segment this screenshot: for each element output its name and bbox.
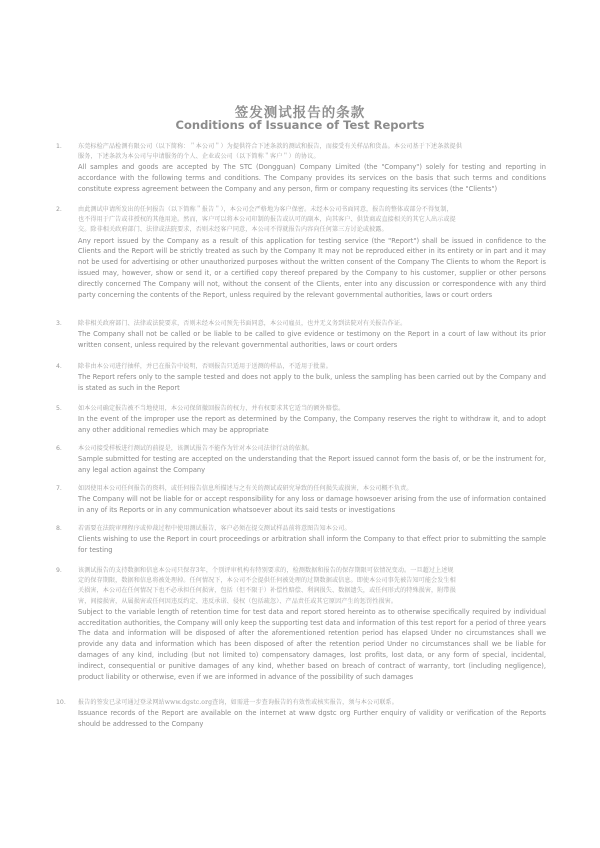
clause-text-zh: 如本公司确定报告被不当地使用，本公司保留撤回报告的权力，并有权要求其它适当的额外赔偿。 [78,405,345,412]
clause-number: 3. [56,320,62,327]
clause-number: 2. [56,206,62,213]
clause-text-zh: 东莞标检产品检测有限公司（以下简称：＂本公司＂）为提供符合下述条款的测试和报告，而接受有关样品和货品。本公司基于下述条款提供 服务，下述条款为本公司与申请服务的个人、企业或公司（以下简称＂客户＂）的协议。 [78,143,463,161]
clause-number: 7. [56,485,62,492]
clause-text-zh: 由此测试申请所发出的任何报告（以下简称＂报告＂），本公司会严格地为客户保密。未经本公司书面同意，报告的整体或部分不得复制， 也不得用于广告或非授权的其他用途。然而，客户可以将本公司印制的报告或认可的副本，向其客户、供货商或直接相关的其它人出示或提 交。除非相关政府部门、法律或法院要求，否则未经客户同意，本公司不得就报告内容向任何第三方讨论或披露。 [78,206,456,234]
clause-text-zh: 如因使用本公司任何报告的资料，或任何报告信息所描述与之有关的测试或研究导致的任何损失或损害，本公司概不负责。 [78,485,413,492]
clause-text-en: All samples and goods are accepted by The STC (Dongguan) Company Limited (the "Company") solely for testing and reporting in accordance with the following terms and conditions. The Company provides its services on the basis that such terms and conditions constitute express agreement between the Company and any person, firm or company requesting its services (the "Clients") [78,163,546,193]
clause-text-zh: 报告的签发已录可通过登录网站www.dgstc.org查询，如需进一步查询报告的有效性或核实报告，须与本公司联系。 [78,699,398,706]
clause-number: 8. [56,525,62,532]
title-chinese: 签发测试报告的条款 [234,105,366,121]
clause-text-en: The Report refers only to the sample tested and does not apply to the bulk, unless the sampling has been carried out by the Company and is stated as such in the Report [78,373,546,392]
clause-text-en: Clients wishing to use the Report in court proceedings or arbitration shall inform the Company to that effect prior to submitting the sample for testing [78,535,546,554]
clause-text-zh: 本公司接受样板进行测试的前提是，该测试报告不能作为针对本公司法律行动的依据。 [78,445,314,452]
clause-text-zh: 该测试报告的支持数据和信息本公司只保存3年，个别评审机构有特别要求的，检测数据和报告的保存期限可依情况变动。一旦超过上述规 定的保存期限，数据和信息将被处理掉。任何情况下，本公司不会提供任何被处理的过期数据或信息。即使本公司事先被告知可能会发生相 关损害，本公司在任何情况下也不必承担任何损害，包括（但不限于）补偿性赔偿、利润损失、数据遗失，或任何形式的特殊损害，附带损 害，间接损害，从属损害或任何因违反约定、违反承诺、侵权（包括疏忽）、产品责任或其它原因产生的惩罚性损害。 [78,567,456,605]
clause-text-en: The Company will not be liable for or accept responsibility for any loss or damage howsoever arising from the use of information contained in any of its Reports or in any communication whatsoever about its said tests or investigations [78,495,546,514]
clause-number: 6. [56,445,62,452]
title-english: Conditions of Issuance of Test Reports [175,118,425,132]
clause-text-en: In the event of the improper use the report as determined by the Company, the Company reserves the right to withdraw it, and to adopt any other additional remedies which may be appropriate [78,415,546,434]
clause-text-en: Any report issued by the Company as a result of this application for testing service (the "Report") shall be issued in confidence to the Clients and the Report will be strictly treated as such by the Company It may not be reproduced either in its entirety or in part and it may not be used for advertising or other unauthorized purposes without the written consent of the Company The Clients to whom the Report is issued may, however, show or send it, or a certified copy thereof prepared by the Company to his customer, supplier or other persons directly concerned The Company will not, without the consent of the Clients, enter into any discussion or correspondence with any third party concerning the contents of the Report, unless required by the relevant governmental authorities, laws or court orders [78,236,546,299]
clause-text-en: The Company shall not be called or be liable to be called to give evidence or testimony on the Report in a court of law without its prior written consent, unless required by the relevant governmental authorities, laws or court orders [78,330,546,349]
clause-text-zh: 除非由本公司进行抽样，并已在报告中说明，否则报告只适用于送测的样品，不适用于批量。 [78,363,332,370]
clause-text-en: Sample submitted for testing are accepted on the understanding that the Report issued cannot form the basis of, or be the instrument for, any legal action against the Company [78,455,546,474]
clause-text-en: Issuance records of the Report are available on the internet at www dgstc org Further enquiry of validity or verification of the Reports should be addressed to the Company [78,709,546,728]
clause-text-zh: 若需要在法院审理程序或仲裁过程中使用测试报告，客户必须在提交测试样品前将意图告知本公司。 [78,525,351,532]
clause-number: 10. [56,699,66,706]
clause-text-en: Subject to the variable length of retention time for test data and report stored hereinto as to otherwise specifically required by individual accreditation authorities, the Company will only keep the supporting test data and information of this test report for a period of three years The data and information will be disposed of after the aforementioned retention period has elapsed Under no circumstances shall we provide any data and information which has been disposed of after the retention period Under no circumstances shall we be liable for damages of any kind, including (but not limited to) compensatory damages, lost profits, lost data, or any form of special, incidental, indirect, consequential or punitive damages of any kind, whether based on breach of contract of warranty, tort (including negligence), product liability or otherwise, even if we are informed in advance of the possibility of such damages [78,607,546,681]
clause-number: 1. [56,143,62,150]
clause-text-zh: 除非相关政府部门、法律或法院要求，否则未经本公司预先书面同意，本公司雇员，也并无义务到法院对有关报告作证。 [78,320,407,327]
clause-number: 5. [56,405,62,412]
clause-number: 9. [56,567,62,574]
clause-number: 4. [56,363,62,370]
